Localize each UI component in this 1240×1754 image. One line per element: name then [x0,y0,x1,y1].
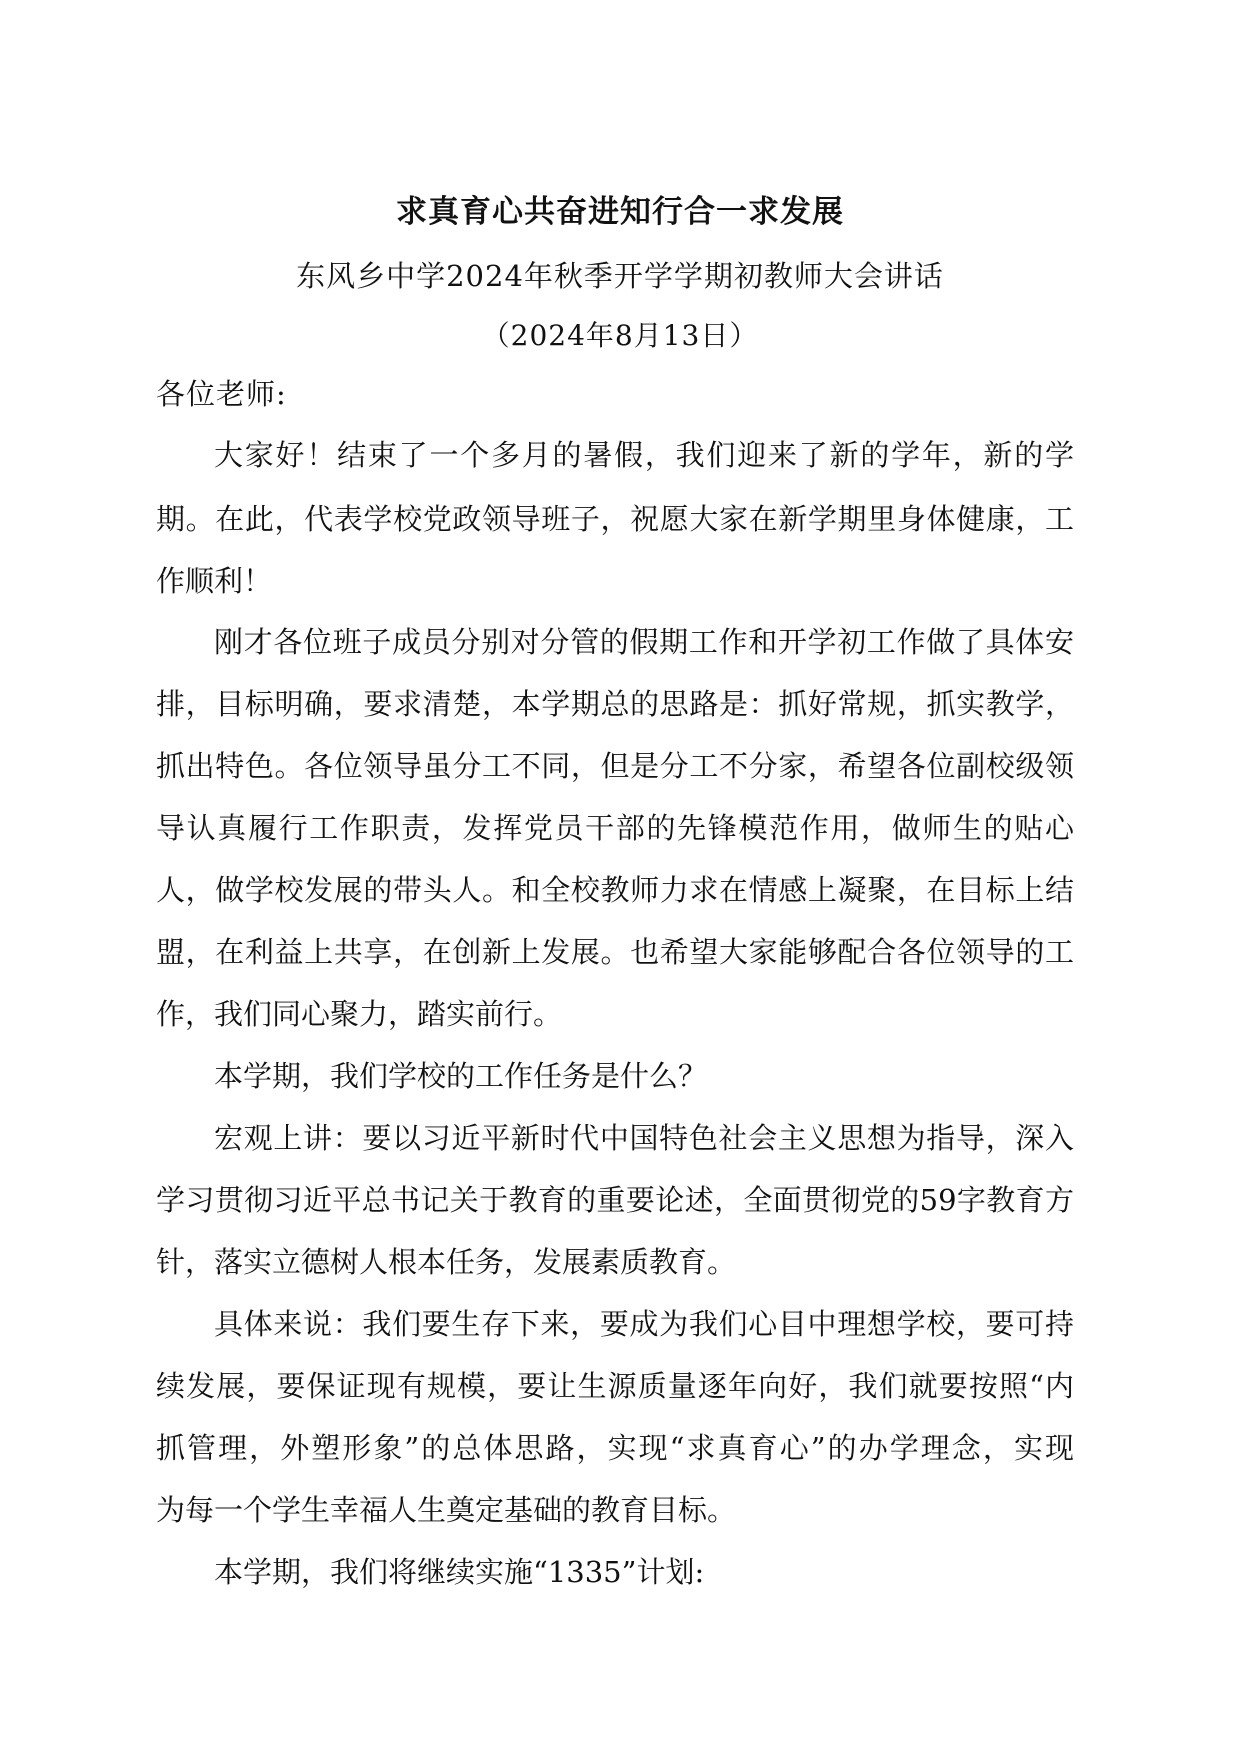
paragraph-5-line-2: 续发展，要保证现有规模，要让生源质量逐年向好，我们就要按照“内 [156,1369,1074,1403]
paragraph-3-line-1: 本学期，我们学校的工作任务是什么？ [214,1059,708,1093]
paragraph-6-line-1: 本学期，我们将继续实施“1335”计划: [214,1555,705,1589]
paragraph-2-line-1: 刚才各位班子成员分别对分管的假期工作和开学初工作做了具体安 [214,625,1074,659]
paragraph-5-line-1: 具体来说：我们要生存下来，要成为我们心目中理想学校，要可持 [214,1307,1074,1341]
document-subtitle: 东风乡中学2024年秋季开学学期初教师大会讲话 [296,259,944,293]
paragraph-5-line-4: 为每一个学生幸福人生奠定基础的教育目标。 [156,1493,737,1527]
paragraph-5-line-3: 抓管理，外塑形象”的总体思路，实现“求真育心”的办学理念，实现 [156,1431,1074,1465]
salutation: 各位老师: [156,377,287,411]
paragraph-2-line-6: 盟，在利益上共享，在创新上发展。也希望大家能够配合各位领导的工 [156,935,1074,969]
document-date: （2024年8月13日） [481,319,759,352]
paragraph-2-line-5: 人，做学校发展的带头人。和全校教师力求在情感上凝聚，在目标上结 [156,873,1074,907]
paragraph-2-line-2: 排，目标明确，要求清楚，本学期总的思路是：抓好常规，抓实教学， [156,687,1074,721]
paragraph-2-line-7: 作，我们同心聚力，踏实前行。 [156,997,563,1031]
paragraph-4-line-1: 宏观上讲：要以习近平新时代中国特色社会主义思想为指导，深入 [214,1121,1074,1155]
paragraph-1-line-1: 大家好！结束了一个多月的暑假，我们迎来了新的学年，新的学 [214,438,1074,472]
paragraph-2-line-4: 导认真履行工作职责，发挥党员干部的先锋模范作用，做师生的贴心 [156,811,1074,845]
paragraph-4-line-2: 学习贯彻习近平总书记关于教育的重要论述，全面贯彻党的59字教育方 [156,1183,1074,1217]
paragraph-1-line-3: 作顺利！ [156,564,273,598]
paragraph-1-line-2: 期。在此，代表学校党政领导班子，祝愿大家在新学期里身体健康，工 [156,502,1074,536]
paragraph-4-line-3: 针，落实立德树人根本任务，发展素质教育。 [156,1245,737,1279]
paragraph-2-line-3: 抓出特色。各位领导虽分工不同，但是分工不分家，希望各位副校级领 [156,749,1074,783]
document-title: 求真育心共奋进知行合一求发展 [396,194,844,230]
